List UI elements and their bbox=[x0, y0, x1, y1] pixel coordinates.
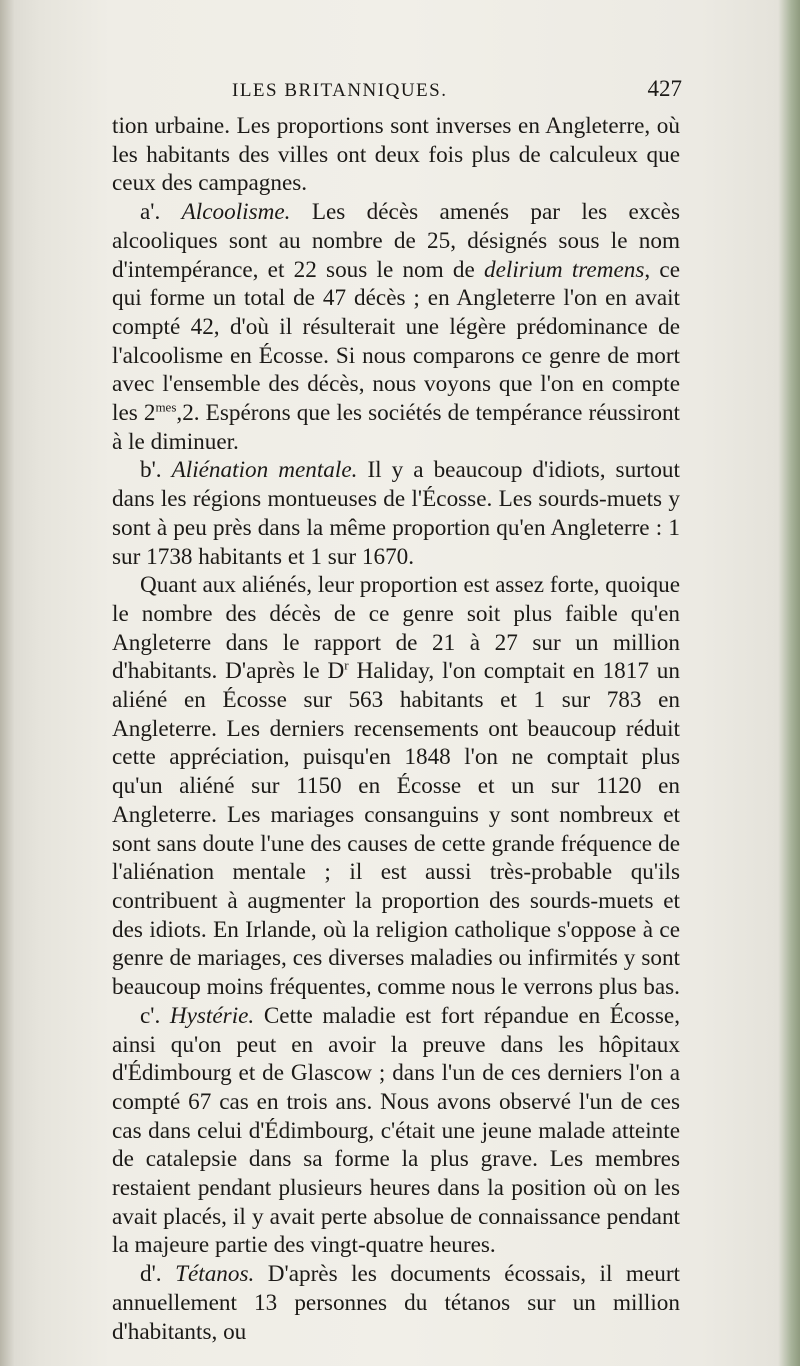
section-title: Hystérie. bbox=[169, 1002, 255, 1029]
paragraph-alienes bbox=[112, 571, 680, 1002]
paragraph-text: Haliday, l'on comptait en 1817 un aliéné en Écosse sur 563 habitants et 1 sur 783 en Angleterre. Les derniers recensements ont beaucoup réduit cette appréciation, puisqu'en 1848 l'on ne comptait plus qu'un aliéné sur 1150 en Écosse et un sur 1120 en Angleterre. Les mariages consanguins y sont nombreux et sont sans doute l'une des causes de cette grande fréquence de l'aliénation mentale ; il est aussi très-probable qu'ils contribuent à augmenter la proportion des sourds-muets et des idiots. En Irlande, où la religion catholique s'oppose à ce genre de mariages, ces diverses maladies ou infirmités y sont beaucoup moins fréquentes, comme nous le verrons plus bas. bbox=[112, 658, 680, 1001]
paragraph-text: , ce qui forme un total de 47 décès ; en Angleterre l'on en avait compté 42, d'où il résulterait une légère prédominance de l'alcoolisme en Écosse. Si nous comparons ce genre de mort avec l'ensemble des décès, nous voyons que l'on en compte les 2 bbox=[112, 256, 680, 427]
italic-term: delirium tremens bbox=[484, 256, 645, 283]
section-marker: d'. bbox=[140, 1261, 176, 1288]
section-title: Alcoolisme. bbox=[181, 199, 291, 226]
paragraph-alienation bbox=[112, 456, 680, 571]
superscript: mes bbox=[155, 399, 177, 415]
paragraph-text: Les décès amenés par les excès alcooliques sont au nombre de 25, désignés sous le nom d'intempérance, et 22 sous le nom de bbox=[112, 199, 680, 283]
paragraph-text: Cette maladie est fort répandue en Écosse, ainsi qu'on peut en avoir la preuve dans les hôpitaux d'Édimbourg et de Glascow ; dans l'un de ces derniers l'on a compté 67 cas en trois ans. Nous avons observé l'un de ces cas dans celui d'Édimbourg, c'était une jeune malade atteinte de catalepsie dans sa forme la plus grave. Les membres restaient pendant plusieurs heures dans la position où on les avait placés, il y avait perte absolue de connaissance pendant la majeure partie des vingt-quatre heures. bbox=[112, 1002, 680, 1259]
section-marker: a'. bbox=[140, 199, 182, 226]
section-marker: b'. bbox=[140, 457, 172, 484]
paragraph-text: Il y a beaucoup d'idiots, surtout dans les régions montueuses de l'Écosse. Les sourds-muets y sont à peu près dans la même proportion qu'en Angleterre : 1 sur 1738 habitants et 1 sur 1670. bbox=[112, 457, 680, 570]
page-left-edge bbox=[0, 0, 14, 1366]
paragraph-continuation bbox=[112, 112, 680, 198]
paragraph-hysterie bbox=[112, 1002, 680, 1260]
paragraph-alcoolisme bbox=[112, 198, 680, 456]
page-number: 427 bbox=[647, 76, 682, 101]
paragraph-tetanos bbox=[112, 1260, 680, 1346]
paragraph-text: D'après les documents écossais, il meurt annuellement 13 personnes du tétanos sur un million d'habitants, ou bbox=[112, 1261, 681, 1345]
page-right-edge bbox=[778, 0, 800, 1366]
page-header bbox=[232, 76, 682, 110]
section-marker: c'. bbox=[140, 1002, 170, 1029]
body-text bbox=[112, 112, 680, 1346]
paragraph-text: Quant aux aliénés, leur proportion est assez forte, quoique le nombre des décès de ce genre soit plus faible qu'en Angleterre dans le rapport de 21 à 27 sur un million d'habitants. D'après le D bbox=[112, 572, 680, 685]
paragraph-text: tion urbaine. Les proportions sont inverses en Angleterre, où les habitants des villes ont deux fois plus de calculeux que ceux des campagnes. bbox=[112, 113, 680, 197]
paragraph-text: ,2. Espérons que les sociétés de tempérance réussiront à le diminuer. bbox=[112, 400, 680, 455]
running-head: ILES BRITANNIQUES. bbox=[232, 80, 448, 101]
section-title: Aliénation mentale. bbox=[171, 457, 358, 484]
superscript: r bbox=[344, 657, 349, 673]
section-title: Tétanos. bbox=[175, 1261, 255, 1288]
